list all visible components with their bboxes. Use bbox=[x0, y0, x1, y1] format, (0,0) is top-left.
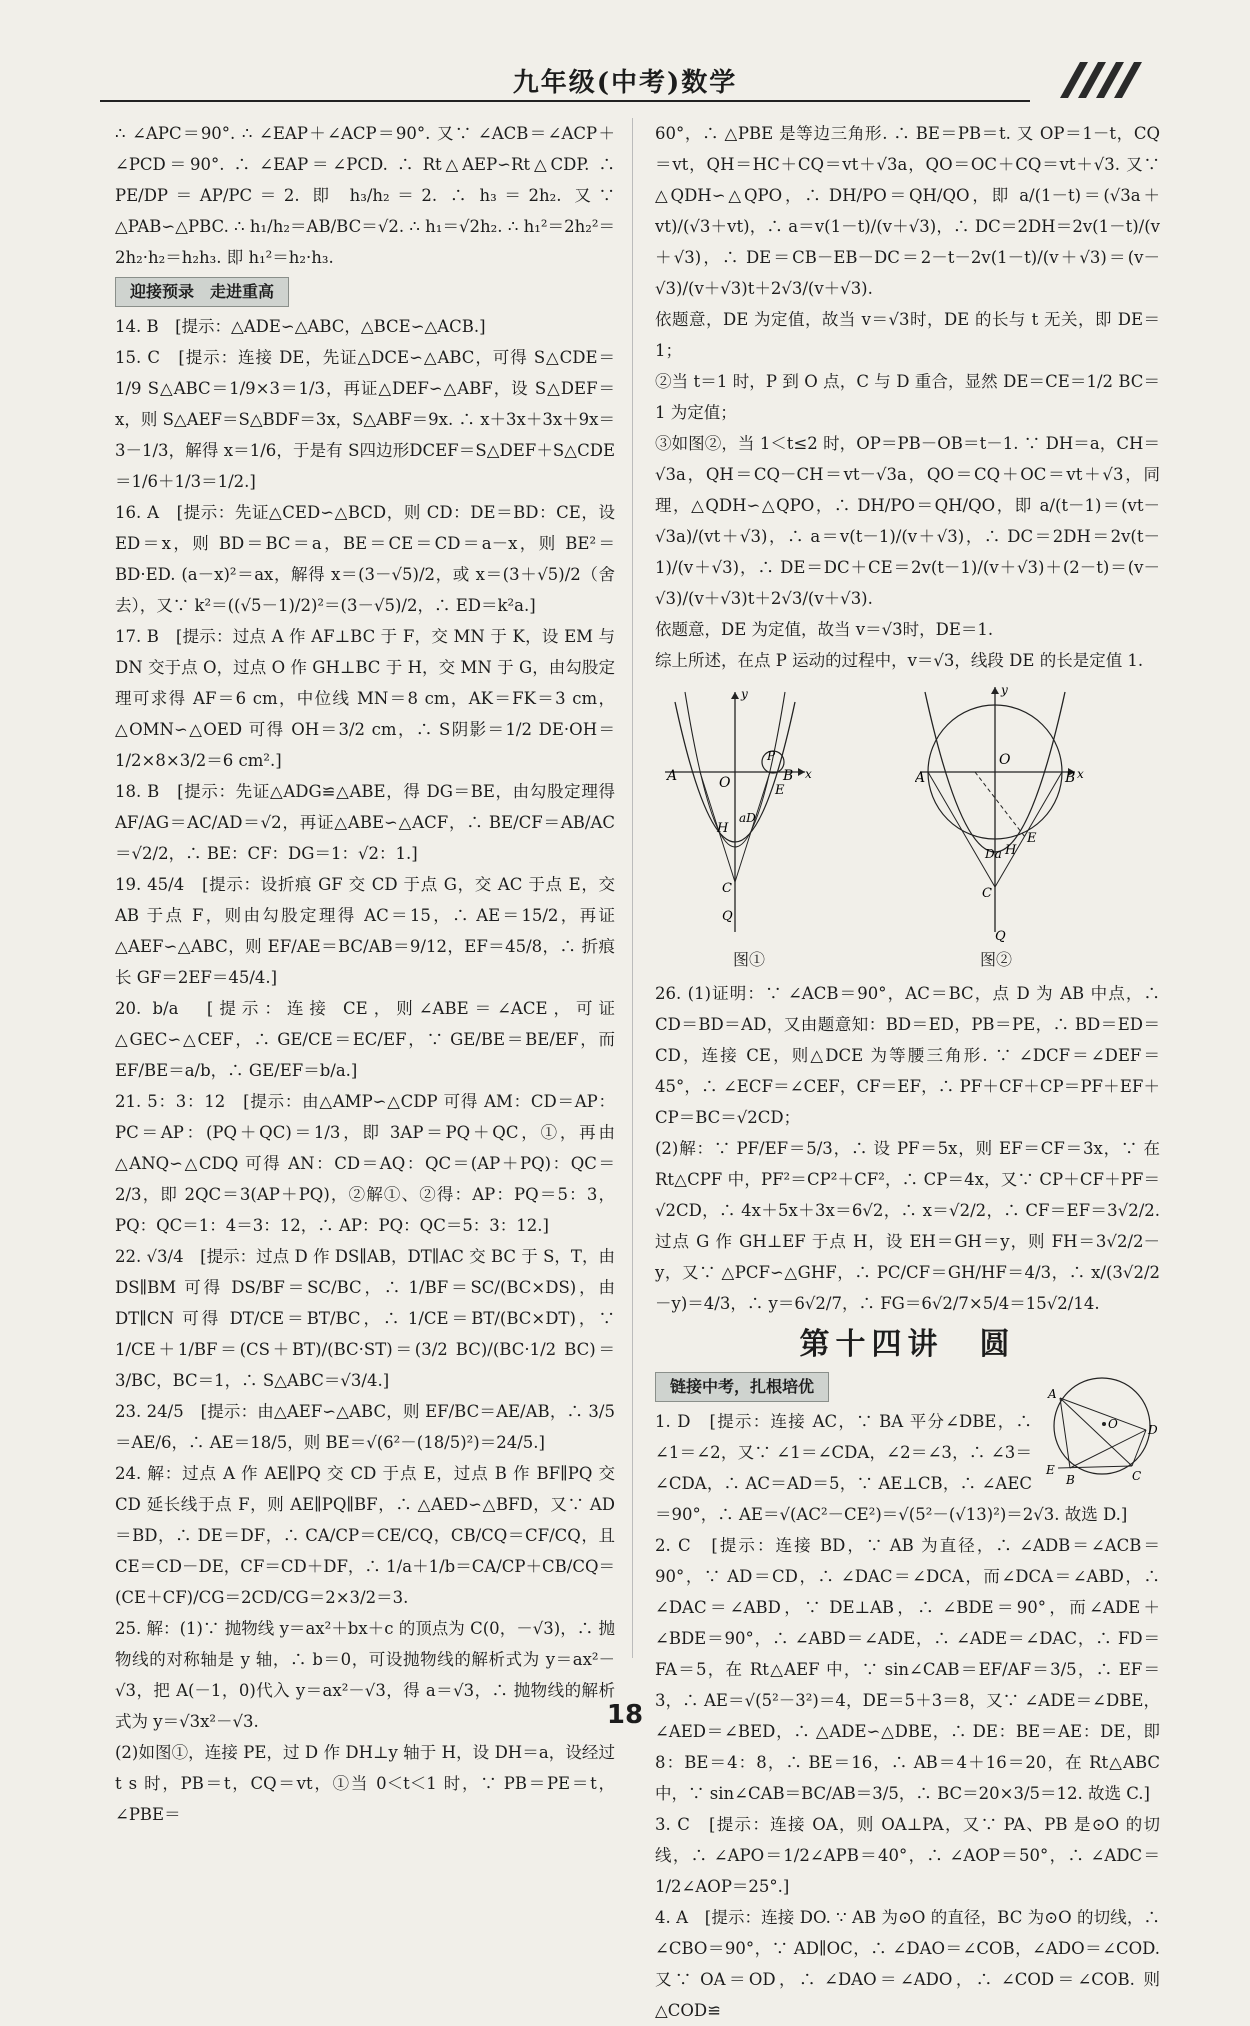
parabola-figure-1 bbox=[655, 682, 905, 942]
svg-text:Q: Q bbox=[995, 929, 1006, 942]
answer-item-26-part2: (2)解：∵ PF/EF＝5/3，∴ 设 PF＝5x，则 EF＝CF＝3x，∵ 在 Rt△CPF 中，PF²＝CP²＋CF²，∴ CP＝4x，又∵ CP＋CF＋PF＝√2CD，∴ 4x＋5x＋3x＝6√2，∴ x＝√2/2，∴ CF＝EF＝3√2/2. 过点 G 作 GH⊥EF 于点 H，设 EH＝GH＝y，则 FH＝3√2/2－y，又∵ △PCF∽△GHF，∴ PC/CF＝GH/HF＝4/3，∴ x/(3√2/2－y)＝4/3，∴ y＝6√2/7，∴ FG＝6√2/7×5/4＝15√2/14. bbox=[655, 1139, 1160, 1313]
svg-text:E: E bbox=[1046, 1463, 1055, 1477]
solution-paragraph-3: ②当 t＝1 时，P 到 O 点，C 与 D 重合，显然 DE＝CE＝1/2 BC＝1 为定值； bbox=[655, 372, 1160, 422]
svg-text:B: B bbox=[783, 768, 794, 784]
svg-text:aD: aD bbox=[739, 811, 756, 825]
svg-text:O: O bbox=[999, 752, 1011, 768]
solution-paragraph-2: 依题意，DE 为定值，故当 v＝√3时，DE 的长与 t 无关，即 DE＝1； bbox=[655, 310, 1160, 360]
svg-text:D: D bbox=[1148, 1423, 1158, 1437]
svg-text:P: P bbox=[767, 749, 776, 763]
answer-item-23: 23. 24/5 [提示：由△AEF∽△ABC，则 EF/BC＝AE/AB，∴ 3/5＝AE/6，∴ AE＝18/5，则 BE＝√(6²－(18/5)²)＝24/5.] bbox=[115, 1402, 615, 1452]
svg-text:H: H bbox=[1005, 843, 1017, 858]
svg-text:x: x bbox=[805, 767, 812, 781]
header-stripes-decoration bbox=[1030, 60, 1150, 100]
svg-text:Da: Da bbox=[985, 847, 1002, 861]
svg-text:y: y bbox=[741, 687, 748, 701]
solution-paragraph-5: 依题意，DE 为定值，故当 v＝√3时，DE＝1. bbox=[655, 620, 994, 639]
svg-text:C: C bbox=[982, 886, 992, 901]
column-divider bbox=[632, 118, 633, 1658]
svg-text:B: B bbox=[1066, 1473, 1075, 1487]
svg-text:O: O bbox=[719, 775, 731, 791]
figure-1-caption: 图① bbox=[733, 950, 766, 969]
svg-text:y: y bbox=[1001, 683, 1008, 697]
solution-paragraph-4: ③如图②，当 1＜t≤2 时，OP＝PB－OB＝t－1. ∵ DH＝a，CH＝√3a，QH＝CQ－CH＝vt－√3a，QO＝CQ＋OC＝vt＋√3，同理，△QDH∽△QPO，∴ DH/PO＝QH/QO，即 a/(t－1)＝(vt－√3a)/(vt＋√3)，∴ a＝v(t－1)/(v＋√3)，∴ DC＝2DH＝2v(t－1)/(v＋√3)，∴ DE＝DC＋CE＝2v(t－1)/(v＋√3)＋(2－t)＝(v－√3)/(v＋√3)t＋2√3/(v＋√3). bbox=[655, 434, 1160, 608]
answer-item-16: 16. A [提示：先证△CED∽△BCD，则 CD：DE＝BD：CE，设 ED＝x，则 BD＝BC＝a，BE＝CE＝CD＝a－x，则 BE²＝BD·ED. (a－x)²＝ax，解得 x＝(3－√5)/2，或 x＝(3＋√5)/2（舍去），又∵ k²＝((√5－1)/2)²＝(3－√5)/2，∴ ED＝k²a.] bbox=[115, 503, 615, 615]
svg-text:A: A bbox=[915, 770, 926, 786]
lecture-title: 第十四讲 圆 bbox=[799, 1327, 1016, 1362]
svg-text:B: B bbox=[1065, 770, 1076, 786]
svg-text:O: O bbox=[1108, 1417, 1118, 1431]
parabola-circle-figure-2 bbox=[915, 682, 1165, 942]
figures-area bbox=[655, 682, 1160, 972]
svg-text:H: H bbox=[717, 821, 729, 836]
answer-item-1: 1. D [提示：连接 AC，∵ BA 平分∠DBE，∴ ∠1＝∠2，又∵ ∠1＝∠CDA，∠2＝∠3，∴ ∠3＝∠CDA，∴ AC＝AD＝5，∵ AE⊥CB，∴ ∠AEC＝90°，∴ AE＝√(AC²－CE²)＝√(5²－(√13)²)＝2√3. 故选 D.] bbox=[655, 1412, 1128, 1524]
answer-item-19: 19. 45/4 [提示：设折痕 GF 交 CD 于点 G，交 AC 于点 E，交 AB 于点 F，则由勾股定理得 AC＝15，∴ AE＝15/2，再证△AEF∽△ABC，则 EF/AE＝BC/AB＝9/12，EF＝45/8，∴ 折痕长 GF＝2EF＝45/4.] bbox=[115, 875, 615, 987]
answer-item-24: 24. 解：过点 A 作 AE∥PQ 交 CD 于点 E，过点 B 作 BF∥PQ 交 CD 延长线于点 F，则 AE∥PQ∥BF，∴ △AED∽△BFD，又∵ AD＝BD，∴ DE＝DF，∴ CA/CP＝CE/CQ，CB/CQ＝CF/CQ，且 CE＝CD－DE，CF＝CD＋DF，∴ 1/a＋1/b＝CA/CP＋CB/CQ＝(CE＋CF)/CG＝2CD/CG＝2×3/2＝3. bbox=[115, 1464, 615, 1607]
answer-item-14: 14. B [提示：△ADE∽△ABC，△BCE∽△ACB.] bbox=[115, 317, 486, 336]
intro-paragraph: ∴ ∠APC＝90°. ∴ ∠EAP＋∠ACP＝90°. 又∵ ∠ACB＝∠ACP＋∠PCD＝90°. ∴ ∠EAP＝∠PCD. ∴ Rt△AEP∽Rt△CDP. ∴ PE/DP＝AP/PC＝2. 即 h₃/h₂＝2. ∴ h₃＝2h₂. 又∵ △PAB∽△PBC. ∴ h₁/h₂＝AB/BC＝√2. ∴ h₁＝√2h₂. ∴ h₁²＝2h₂²＝2h₂·h₂＝h₂h₃. 即 h₁²＝h₂·h₃. bbox=[115, 124, 615, 267]
svg-text:C: C bbox=[1132, 1469, 1142, 1483]
svg-text:x: x bbox=[1077, 767, 1084, 781]
answer-item-25-part2: (2)如图①，连接 PE，过 D 作 DH⊥y 轴于 H，设 DH＝a，设经过 t s 时，PB＝t，CQ＝vt，①当 0＜t＜1 时，∵ PB＝PE＝t，∠PBE＝ bbox=[115, 1743, 615, 1824]
section-heading-right: 链接中考，扎根培优 bbox=[655, 1372, 829, 1402]
answer-item-18: 18. B [提示：先证△ADG≌△ABE，得 DG＝BE，由勾股定理得 AF/AG＝AC/AD＝√2，再证△ABE∽△ACF，∴ BE/CF＝AB/AC＝√2/2，∴ BE：CF：DG＝1：√2：1.] bbox=[115, 782, 615, 863]
answer-item-2: 2. C [提示：连接 BD，∵ AB 为直径，∴ ∠ADB＝∠ACB＝90°，∵ AD＝CD，∴ ∠DAC＝∠DCA，而∠DCA＝∠ABD，∴ ∠DAC＝∠ABD，∵ DE⊥AB，∴ ∠BDE＝90°，而∠ADE＋∠BDE＝90°，∴ ∠ABD＝∠ADE，∴ ∠ADE＝∠DAC，∴ FD＝FA＝5，在 Rt△AEF 中，∵ sin∠CAB＝EF/AF＝3/5，∴ EF＝3，∴ AE＝√(5²－3²)＝4，DE＝5＋3＝8，又∵ ∠ADE＝∠DBE，∠AED＝∠BED，∴ △ADE∽△DBE，∴ DE：BE＝AE：DE，即 8：BE＝4：8，∴ BE＝16，∴ AB＝4＋16＝20，在 Rt△ABC 中，∵ sin∠CAB＝BC/AB＝3/5，∴ BC＝20×3/5＝12. 故选 C.] bbox=[655, 1536, 1160, 1803]
answer-item-20: 20. b/a [提示：连接 CE，则∠ABE＝∠ACE，可证△GEC∽△CEF，∴ GE/CE＝EC/EF，∵ GE/BE＝BE/EF，而 EF/BE＝a/b，∴ GE/EF＝b/a.] bbox=[115, 999, 615, 1080]
answer-item-21: 21. 5：3：12 [提示：由△AMP∽△CDP 可得 AM：CD＝AP：PC＝AP：(PQ＋QC)＝1/3，即 3AP＝PQ＋QC，①，再由△ANQ∽△CDQ 可得 AN：CD＝AQ：QC＝(AP＋PQ)：QC＝2/3，即 2QC＝3(AP＋PQ)，②解①、②得：AP：PQ＝5：3，PQ：QC＝1：4＝3：12，∴ AP：PQ：QC＝5：3：12.] bbox=[115, 1092, 615, 1235]
page-header bbox=[100, 52, 1150, 102]
figure-2-caption: 图② bbox=[980, 950, 1013, 969]
header-rule bbox=[100, 100, 1030, 102]
solution-paragraph-6: 综上所述，在点 P 运动的过程中，v＝√3，线段 DE 的长是定值 1. bbox=[655, 651, 1144, 670]
svg-text:Q: Q bbox=[722, 909, 733, 924]
left-column bbox=[115, 118, 615, 1830]
answer-item-4: 4. A [提示：连接 DO. ∵ AB 为⊙O 的直径，BC 为⊙O 的切线，∴ ∠CBO＝90°，∵ AD∥OC，∴ ∠DAO＝∠COB，∠ADO＝∠COD. 又∵ OA＝OD，∴ ∠DAO＝∠ADO，∴ ∠COD＝∠COB. 则△COD≌ bbox=[655, 1908, 1160, 2020]
svg-text:C: C bbox=[722, 881, 732, 896]
answer-item-15: 15. C [提示：连接 DE，先证△DCE∽△ABC，可得 S△CDE＝1/9 S△ABC＝1/9×3＝1/3，再证△DEF∽△ABF，设 S△DEF＝x，则 S△AEF＝S△BDF＝3x，S△ABF＝9x. ∴ x＋3x＋3x＋9x＝3－1/3，解得 x＝1/6，于是有 S四边形DCEF＝S△DEF＋S△CDE＝1/6＋1/3＝1/2.] bbox=[115, 348, 615, 491]
solution-paragraph-1: 60°，∴ △PBE 是等边三角形. ∴ BE＝PB＝t. 又 OP＝1－t，CQ＝vt，QH＝HC＋CQ＝vt＋√3a，QO＝OC＋CQ＝vt＋√3. 又∵ △QDH∽△QPO，∴ DH/PO＝QH/QO，即 a/(1－t)＝(√3a＋vt)/(√3＋vt)，∴ a＝v(1－t)/(v＋√3)，∴ DC＝2DH＝2v(1－t)/(v＋√3)，∴ DE＝CB－EB－DC＝2－t－2v(1－t)/(v＋√3)＝(v－√3)/(v＋√3)t＋2√3/(v＋√3). bbox=[655, 124, 1160, 298]
answer-item-3: 3. C [提示：连接 OA，则 OA⊥PA，又∵ PA、PB 是⊙O 的切线，∴ ∠APO＝1/2∠APB＝40°，∴ ∠AOP＝50°，∴ ∠ADC＝1/2∠AOP＝25°.] bbox=[655, 1815, 1160, 1896]
page-number: 18 bbox=[606, 1700, 644, 1730]
right-column bbox=[655, 118, 1160, 2026]
svg-text:E: E bbox=[775, 783, 785, 798]
svg-text:A: A bbox=[1048, 1387, 1057, 1401]
svg-text:A: A bbox=[667, 768, 678, 784]
header-title: 九年级(中考)数学 bbox=[512, 68, 738, 98]
answer-item-17: 17. B [提示：过点 A 作 AF⊥BC 于 F，交 MN 于 K，设 EM 与 DN 交于点 O，过点 O 作 GH⊥BC 于 H，交 MN 于 G，由勾股定理可求得 AF＝6 cm，中位线 MN＝8 cm，AK＝FK＝3 cm，△OMN∽△OED 可得 OH＝3/2 cm，∴ S阴影＝1/2 DE·OH＝1/2×8×3/2＝6 cm².] bbox=[115, 627, 615, 770]
answer-item-22: 22. √3/4 [提示：过点 D 作 DS∥AB，DT∥AC 交 BC 于 S，T，由 DS∥BM 可得 DS/BF＝SC/BC，∴ 1/BF＝SC/(BC×DS)，由 DT∥CN 可得 DT/CE＝BT/BC，∴ 1/CE＝BT/(BC×DT)，∵ 1/CE＋1/BF＝(CS＋BT)/(BC·ST)＝(3/2 BC)/(BC·1/2 BC)＝3/BC，BC＝1，∴ S△ABC＝√3/4.] bbox=[115, 1247, 615, 1390]
svg-text:E: E bbox=[1027, 831, 1037, 846]
answer-item-25: 25. 解：(1)∵ 抛物线 y＝ax²＋bx＋c 的顶点为 C(0，－√3)，∴ 抛物线的对称轴是 y 轴，∴ b＝0，可设抛物线的解析式为 y＝ax²－√3，把 A(－1，0)代入 y＝ax²－√3，得 a＝√3，∴ 抛物线的解析式为 y＝√3x²－√3. bbox=[115, 1619, 615, 1731]
section-heading-left: 迎接预录 走进重高 bbox=[115, 277, 289, 307]
circle-figure bbox=[1040, 1368, 1160, 1488]
answer-item-26: 26. (1)证明：∵ ∠ACB＝90°，AC＝BC，点 D 为 AB 中点，∴ CD＝BD＝AD，又由题意知：BD＝ED，PB＝PE，∴ BD＝ED＝CD，连接 CE，则△DCE 为等腰三角形. ∵ ∠DCF＝∠DEF＝45°，∴ ∠ECF＝∠CEF，CF＝EF，∴ PF＋CF＋CP＝PF＋EF＋CP＝BC＝√2CD； bbox=[655, 984, 1160, 1127]
